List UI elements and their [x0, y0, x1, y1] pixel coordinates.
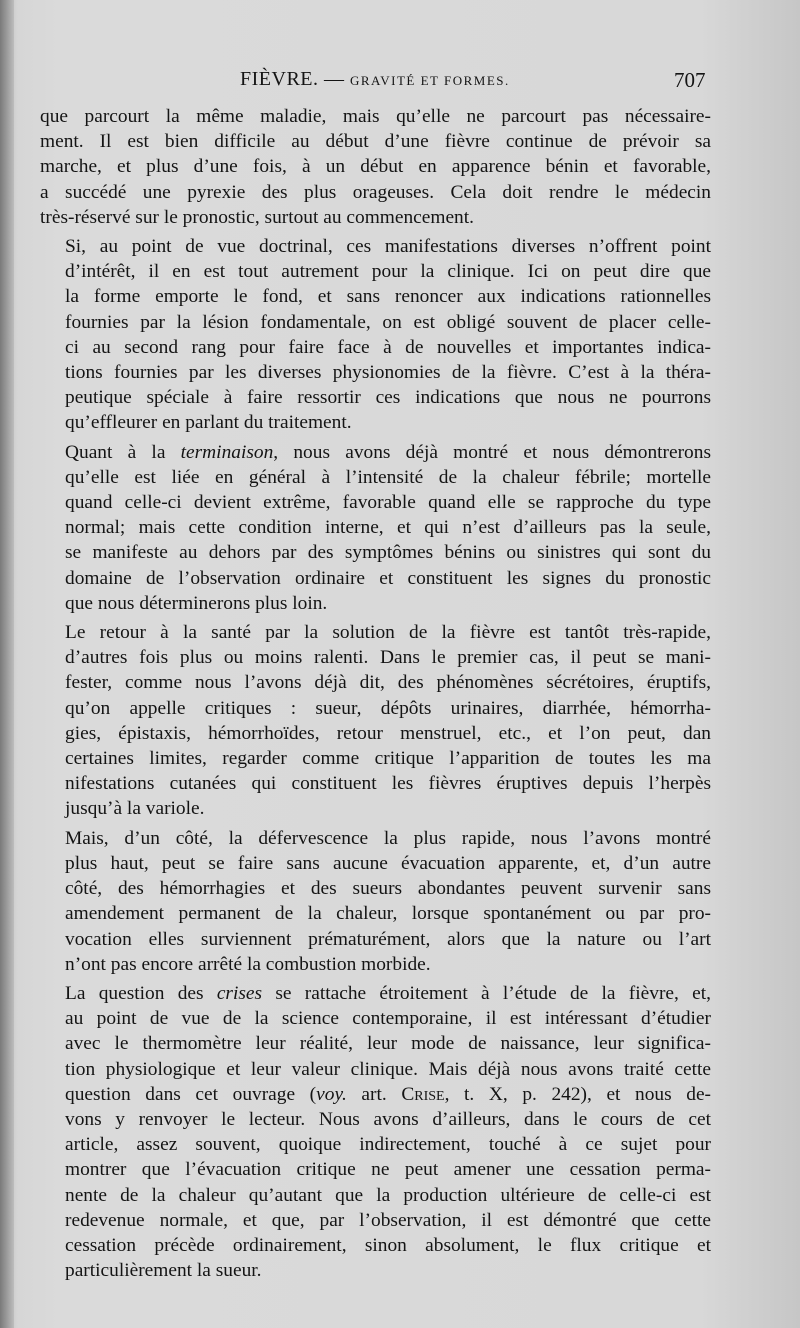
italic-abbrev: voy. [316, 1083, 347, 1105]
text-run: Quant à la [65, 441, 181, 463]
text-line: côté, des hémorrhagies et des sueurs abondantes peuvent survenir sans [65, 878, 711, 900]
text-line: Si, au point de vue doctrinal, ces manifestations diverses n’offrent point [65, 236, 711, 258]
text-line: nente de la chaleur qu’autant que la production ultérieure de celle-ci est [65, 1184, 711, 1206]
text-line: d’autres fois plus ou moins ralenti. Dans le premier cas, il peut se mani- [65, 647, 711, 669]
paragraph-2 [40, 234, 711, 436]
cross-reference: Crise [401, 1083, 445, 1105]
paragraph-6 [40, 981, 711, 1283]
text-line: marche, et plus d’une fois, à un début en apparence bénin et favorable, [40, 156, 711, 178]
text-line: n’ont pas encore arrêté la combustion morbide. [65, 953, 431, 975]
paragraph-3 [40, 440, 711, 616]
text-line: quand celle-ci devient extrême, favorable quand elle se rapproche du type [65, 492, 711, 514]
text-line: qu’elle est liée en général à l’intensité de la chaleur fébrile; mortelle [65, 466, 711, 488]
text-line [40, 981, 711, 1006]
text-run: question dans cet ouvrage ( [65, 1083, 317, 1105]
text-line: a succédé une pyrexie des plus orageuses. Cela doit rendre le médecin [40, 181, 711, 203]
running-head-section: GRAVITÉ ET FORMES. [350, 73, 510, 88]
text-line: ci au second rang pour faire face à de nouvelles et importantes indica- [65, 336, 711, 358]
paragraph-5 [40, 826, 711, 977]
text-line: se manifeste au dehors par des symptômes bénins ou sinistres qui sont du [65, 542, 711, 564]
text-line: très-réservé sur le pronostic, surtout au commencement. [40, 206, 474, 228]
text-line: que nous déterminerons plus loin. [65, 592, 328, 614]
paragraph-1 [40, 104, 711, 230]
running-head-title: FIÈVRE. [240, 68, 319, 90]
text-line: tion physiologique et leur valeur clinique. Mais déjà nous avons traité cette [65, 1058, 711, 1080]
text-line: plus haut, peut se faire sans aucune évacuation apparente, et, d’un autre [65, 852, 711, 874]
text-line: article, assez souvent, quoique indirectement, touché à ce sujet pour [65, 1134, 711, 1156]
text-line: tions fournies par les diverses physionomies de la fièvre. C’est à la théra- [65, 362, 711, 384]
running-head-separator: — [324, 68, 345, 90]
text-run: art. [346, 1083, 402, 1105]
text-line: amendement permanent de la chaleur, lorsque spontanément ou par pro- [65, 903, 711, 925]
text-line: domaine de l’observation ordinaire et constituent les signes du pronostic [65, 567, 711, 589]
text-run: , nous avons déjà montré et nous démontrerons [273, 441, 711, 463]
text-line: fournies par la lésion fondamentale, on est obligé souvent de placer celle- [65, 311, 711, 333]
italic-term: terminaison [180, 441, 274, 463]
text-line: qu’effleurer en parlant du traitement. [65, 412, 352, 434]
text-line: certaines limites, regarder comme critique l’apparition de toutes les ma [65, 748, 711, 770]
text-line: au point de vue de la science contemporaine, il est intéressant d’étudier [65, 1008, 711, 1030]
text-run: se rattache étroitement à l’étude de la fièvre, et, [262, 982, 711, 1004]
text-line: redevenue normale, et que, par l’observation, il est démontré que cette [65, 1209, 711, 1231]
text-line: d’intérêt, il en est tout autrement pour la clinique. Ici on peut dire que [65, 261, 711, 283]
paragraph-4 [40, 620, 711, 822]
text-line: cessation précède ordinairement, sinon absolument, le flux critique et [65, 1234, 711, 1256]
text-line: gies, épistaxis, hémorrhoïdes, retour menstruel, etc., et l’on peut, dan [65, 722, 711, 744]
text-line: qu’on appelle critiques : sueur, dépôts urinaires, diarrhée, hémorrha- [65, 697, 711, 719]
text-line: jusqu’à la variole. [65, 798, 205, 820]
text-run: , t. X, p. 242), et nous de- [444, 1083, 712, 1105]
text-line [40, 1082, 711, 1107]
text-line: Le retour à la santé par la solution de la fièvre est tantôt très-rapide, [65, 622, 711, 644]
italic-term: crises [216, 982, 263, 1004]
body-text [40, 104, 711, 1287]
page-number: 707 [674, 68, 706, 92]
text-run: La question des [65, 982, 217, 1004]
text-line: ment. Il est bien difficile au début d’une fièvre continue de prévoir sa [40, 131, 711, 153]
text-line: nifestations cutanées qui constituent les fièvres éruptives depuis l’herpès [65, 773, 711, 795]
text-line: Mais, d’un côté, la défervescence la plus rapide, nous l’avons montré [65, 827, 711, 849]
text-line: que parcourt la même maladie, mais qu’elle ne parcourt pas nécessaire- [40, 106, 711, 127]
text-line: vocation elles surviennent prématurément, alors que la nature ou l’art [65, 928, 711, 950]
text-line: peutique spéciale à faire ressortir ces indications que nous ne pourrons [65, 387, 711, 409]
text-line: particulièrement la sueur. [65, 1260, 262, 1282]
text-line: normal; mais cette condition interne, et qui n’est d’ailleurs pas la seule, [65, 517, 711, 539]
text-line: avec le thermomètre leur réalité, leur mode de naissance, leur significa- [65, 1033, 711, 1055]
running-head [240, 68, 510, 91]
text-line: la forme emporte le fond, et sans renoncer aux indications rationnelles [65, 286, 711, 308]
text-line: montrer que l’évacuation critique ne peut amener une cessation perma- [65, 1159, 711, 1181]
text-line: vons y renvoyer le lecteur. Nous avons d’ailleurs, dans le cours de cet [65, 1108, 711, 1130]
page-header [0, 68, 800, 98]
text-line: fester, comme nous l’avons déjà dit, des phénomènes sécrétoires, éruptifs, [65, 672, 711, 694]
binding-shadow [0, 0, 14, 1328]
text-line [40, 440, 711, 465]
